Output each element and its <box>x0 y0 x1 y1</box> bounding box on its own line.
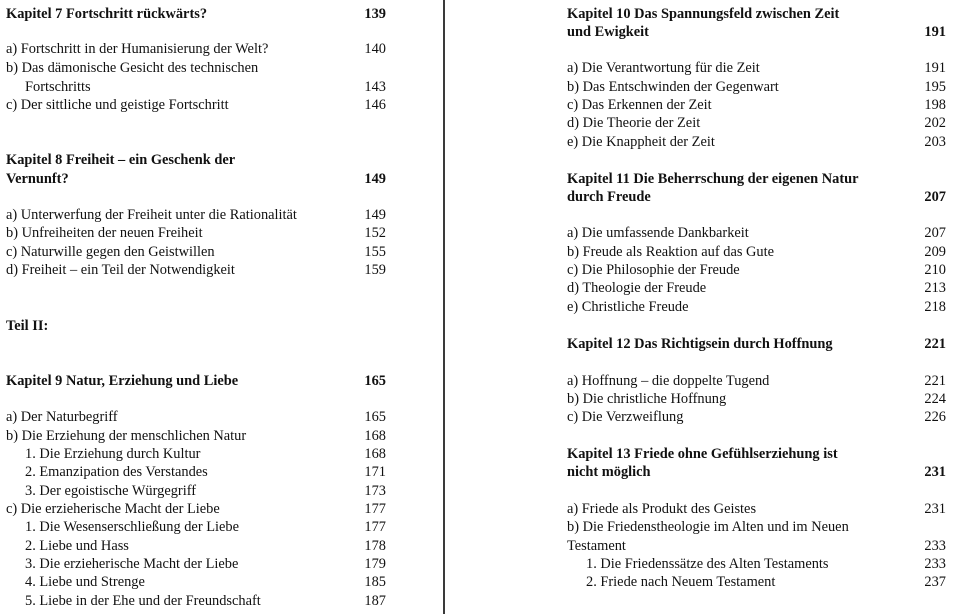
toc-entry <box>6 96 386 114</box>
toc-subentry <box>6 573 386 591</box>
toc-entry <box>6 261 386 279</box>
toc-page-number: 168 <box>364 446 386 462</box>
toc-entry-title: e) Die Knappheit der Zeit <box>567 134 715 150</box>
toc-entry <box>6 427 386 445</box>
toc-entry <box>567 518 946 536</box>
toc-entry-title: nicht möglich <box>567 464 651 480</box>
toc-entry <box>567 372 946 390</box>
toc-page-number: 237 <box>924 574 946 590</box>
toc-subentry <box>6 78 386 96</box>
toc-entry-title: c) Der sittliche und geistige Fortschritt <box>6 97 229 113</box>
toc-page-number: 177 <box>364 519 386 535</box>
toc-entry-title: Kapitel 11 Die Beherrschung der eigenen Natur <box>567 171 859 187</box>
toc-page-number: 140 <box>364 41 386 57</box>
toc-entry-title: d) Die Theorie der Zeit <box>567 115 701 131</box>
toc-page-number: 139 <box>364 6 386 22</box>
toc-page-number: 177 <box>364 501 386 517</box>
toc-subentry <box>6 518 386 536</box>
toc-entry-title: Kapitel 12 Das Richtigsein durch Hoffnung <box>567 336 833 352</box>
toc-entry-title: 3. Die erzieherische Macht der Liebe <box>25 556 239 572</box>
toc-page-number: 165 <box>364 409 386 425</box>
toc-page-number: 221 <box>924 336 946 352</box>
toc-entry-title: 2. Emanzipation des Verstandes <box>25 464 208 480</box>
toc-page-number: 231 <box>924 501 946 517</box>
toc-page-number: 146 <box>364 97 386 113</box>
toc-entry <box>567 133 946 151</box>
toc-entry-title: c) Die Verzweiflung <box>567 409 684 425</box>
toc-entry-title: b) Unfreiheiten der neuen Freiheit <box>6 225 203 241</box>
toc-entry-title: Fortschritts <box>25 79 91 95</box>
toc-entry-title: a) Unterwerfung der Freiheit unter die Rationalität <box>6 207 297 223</box>
toc-page-number: 168 <box>364 428 386 444</box>
toc-entry <box>567 298 946 316</box>
toc-subentry <box>6 463 386 481</box>
toc-entry-title: a) Der Naturbegriff <box>6 409 118 425</box>
toc-entry-title: b) Die Friedenstheologie im Alten und im Neuen <box>567 519 849 535</box>
toc-entry-title: Testament <box>567 538 626 554</box>
toc-entry <box>567 59 946 77</box>
toc-chapter-heading <box>567 170 946 188</box>
toc-entry-title: Vernunft? <box>6 171 69 187</box>
toc-page-number: 231 <box>924 464 946 480</box>
toc-entry-title: c) Das Erkennen der Zeit <box>567 97 712 113</box>
toc-page-number: 152 <box>364 225 386 241</box>
toc-page-number: 207 <box>924 189 946 205</box>
toc-page-number: 178 <box>364 538 386 554</box>
toc-page-number: 218 <box>924 299 946 315</box>
toc-page-number: 143 <box>364 79 386 95</box>
toc-entry <box>567 243 946 261</box>
toc-subentry <box>6 537 386 555</box>
toc-entry-title: Kapitel 8 Freiheit – ein Geschenk der <box>6 152 236 168</box>
toc-page-number: 179 <box>364 556 386 572</box>
toc-page-number: 233 <box>924 556 946 572</box>
toc-subentry <box>6 555 386 573</box>
toc-entry-title: b) Das Entschwinden der Gegenwart <box>567 79 779 95</box>
toc-entry-title: a) Friede als Produkt des Geistes <box>567 501 757 517</box>
toc-page-number: 165 <box>364 373 386 389</box>
toc-page-number: 224 <box>924 391 946 407</box>
toc-entry-title: 1. Die Friedenssätze des Alten Testaments <box>586 556 829 572</box>
toc-page-number: 198 <box>924 97 946 113</box>
toc-page-number: 173 <box>364 483 386 499</box>
toc-chapter-heading <box>6 170 386 188</box>
toc-entry <box>567 96 946 114</box>
toc-entry <box>6 224 386 242</box>
toc-page-number: 185 <box>364 574 386 590</box>
toc-subentry <box>567 555 946 573</box>
toc-page-number: 149 <box>364 171 386 187</box>
toc-entry-title: 2. Friede nach Neuem Testament <box>586 574 776 590</box>
toc-page-number: 202 <box>924 115 946 131</box>
toc-subentry <box>6 482 386 500</box>
toc-page-number: 155 <box>364 244 386 260</box>
toc-chapter-heading <box>6 317 386 335</box>
toc-entry <box>567 261 946 279</box>
toc-entry <box>567 279 946 297</box>
toc-entry-title: und Ewigkeit <box>567 24 649 40</box>
toc-page-number: 187 <box>364 593 386 609</box>
toc-entry-title: 1. Die Erziehung durch Kultur <box>25 446 201 462</box>
toc-chapter-heading <box>567 463 946 481</box>
toc-page-number: 213 <box>924 280 946 296</box>
toc-entry-title: a) Die Verantwortung für die Zeit <box>567 60 760 76</box>
toc-entry-title: d) Theologie der Freude <box>567 280 707 296</box>
toc-page-number: 171 <box>364 464 386 480</box>
toc-page-number: 149 <box>364 207 386 223</box>
column-divider <box>443 0 445 614</box>
toc-chapter-heading <box>567 445 946 463</box>
toc-page-number: 226 <box>924 409 946 425</box>
toc-entry-title: 2. Liebe und Hass <box>25 538 129 554</box>
toc-entry <box>567 408 946 426</box>
toc-entry-title: a) Fortschritt in der Humanisierung der Welt? <box>6 41 269 57</box>
toc-entry-title: b) Freude als Reaktion auf das Gute <box>567 244 775 260</box>
toc-entry-title: b) Das dämonische Gesicht des technischen <box>6 60 259 76</box>
toc-entry-title: a) Die umfassende Dankbarkeit <box>567 225 749 241</box>
toc-entry-title: 1. Die Wesenserschließung der Liebe <box>25 519 239 535</box>
toc-entry <box>567 500 946 518</box>
toc-page-number: 203 <box>924 134 946 150</box>
toc-chapter-heading <box>567 335 946 353</box>
toc-entry <box>6 206 386 224</box>
toc-entry-title: c) Die erzieherische Macht der Liebe <box>6 501 220 517</box>
toc-page-number: 159 <box>364 262 386 278</box>
toc-subentry <box>6 445 386 463</box>
toc-entry-title: b) Die Erziehung der menschlichen Natur <box>6 428 247 444</box>
toc-subentry <box>567 573 946 591</box>
toc-entry <box>567 78 946 96</box>
toc-chapter-heading <box>6 372 386 390</box>
toc-page-number: 191 <box>924 24 946 40</box>
toc-entry <box>6 59 386 77</box>
toc-entry-title: b) Die christliche Hoffnung <box>567 391 727 407</box>
toc-chapter-heading <box>567 5 946 23</box>
toc-entry <box>6 243 386 261</box>
toc-entry-title: d) Freiheit – ein Teil der Notwendigkeit <box>6 262 235 278</box>
toc-page-number: 191 <box>924 60 946 76</box>
toc-entry-title: durch Freude <box>567 189 651 205</box>
toc-entry-title: c) Naturwille gegen den Geistwillen <box>6 244 215 260</box>
toc-subentry <box>6 592 386 610</box>
toc-entry-title: c) Die Philosophie der Freude <box>567 262 740 278</box>
toc-entry <box>567 537 946 555</box>
toc-chapter-heading <box>567 23 946 41</box>
toc-page-number: 210 <box>924 262 946 278</box>
toc-entry <box>567 390 946 408</box>
toc-entry-title: e) Christliche Freude <box>567 299 689 315</box>
toc-entry-title: 5. Liebe in der Ehe und der Freundschaft <box>25 593 261 609</box>
toc-chapter-heading <box>6 5 386 23</box>
toc-entry-title: 3. Der egoistische Würgegriff <box>25 483 197 499</box>
toc-entry <box>6 408 386 426</box>
toc-entry-title: 4. Liebe und Strenge <box>25 574 145 590</box>
toc-entry <box>567 224 946 242</box>
toc-entry-title: Kapitel 7 Fortschritt rückwärts? <box>6 6 208 22</box>
toc-page-number: 233 <box>924 538 946 554</box>
toc-entry <box>567 114 946 132</box>
toc-page-number: 221 <box>924 373 946 389</box>
toc-page-number: 195 <box>924 79 946 95</box>
toc-entry <box>6 500 386 518</box>
toc-entry-title: Kapitel 10 Das Spannungsfeld zwischen Zeit <box>567 6 840 22</box>
toc-chapter-heading <box>567 188 946 206</box>
toc-entry-title: Teil II: <box>6 318 49 334</box>
toc-entry-title: Kapitel 9 Natur, Erziehung und Liebe <box>6 373 239 389</box>
toc-entry-title: a) Hoffnung – die doppelte Tugend <box>567 373 770 389</box>
toc-page-number: 209 <box>924 244 946 260</box>
toc-chapter-heading <box>6 151 386 169</box>
toc-entry <box>6 40 386 58</box>
toc-page-number: 207 <box>924 225 946 241</box>
toc-entry-title: Kapitel 13 Friede ohne Gefühlserziehung ist <box>567 446 838 462</box>
